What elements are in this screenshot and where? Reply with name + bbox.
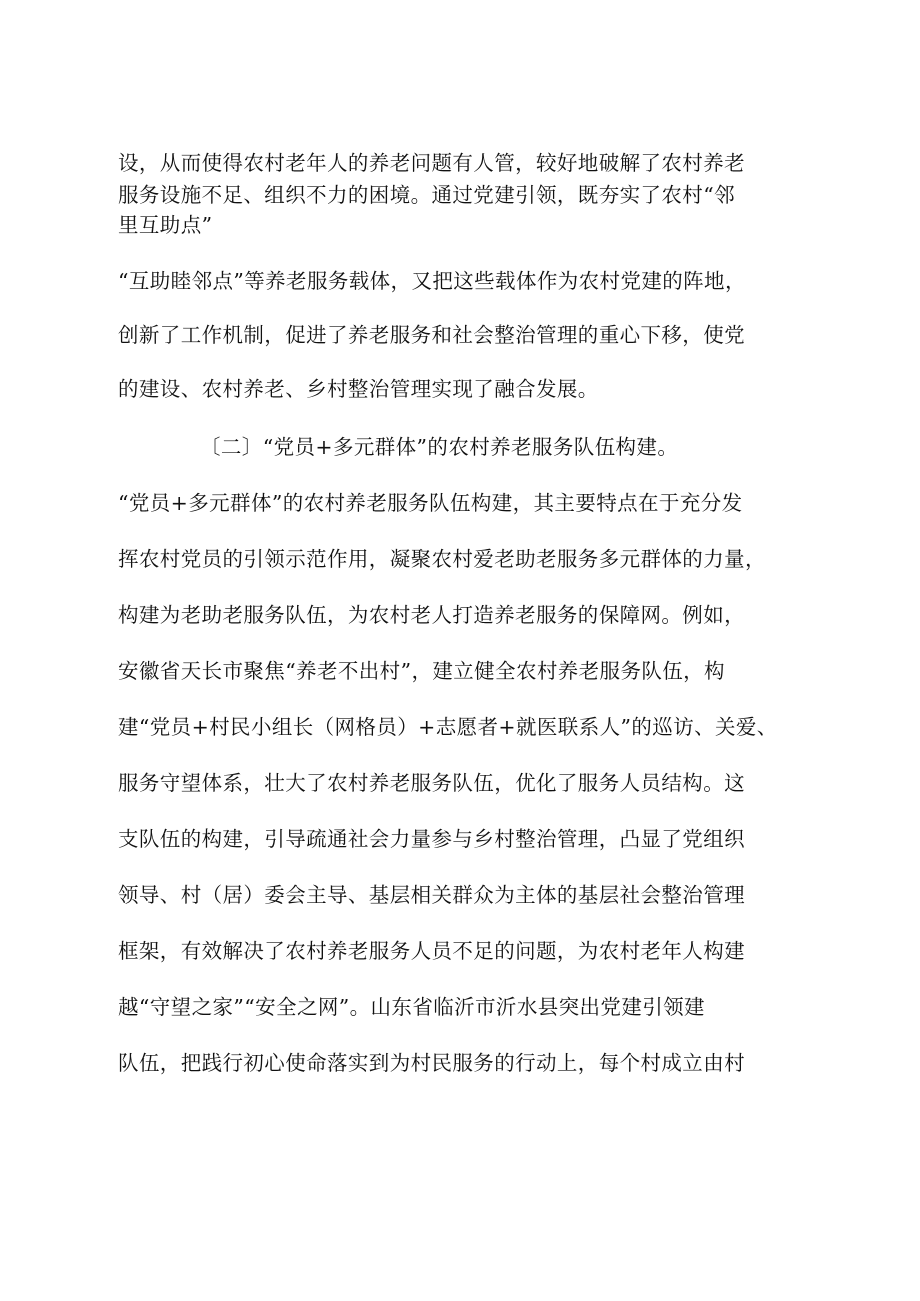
text-line-3: 里互助点” (118, 213, 213, 237)
text-line-10: 构建为老助老服务队伍，为农村老人打造养老服务的保障网。例如， (118, 603, 745, 627)
text-line-13: 服务守望体系，壮大了农村养老服务队伍，优化了服务人员结构。这 (118, 771, 745, 795)
text-line-6: 的建设、农村养老、乡村整治管理实现了融合发展。 (118, 377, 599, 401)
text-line-4: “互助睦邻点”等养老服务载体，又把这些载体作为农村党建的阵地， (118, 269, 746, 293)
text-line-18: 队伍，把践行初心使命落实到为村民服务的行动上，每个村成立由村 (118, 1051, 745, 1075)
text-line-12: 建“党员+村民小组长（网格员）+志愿者+就医联系人”的巡访、关爱、 (118, 715, 778, 739)
text-line-9: 挥农村党员的引领示范作用，凝聚农村爱老助老服务多元群体的力量， (118, 547, 766, 571)
text-line-14: 支队伍的构建，引导疏通社会力量参与乡村整治管理，凸显了党组织 (118, 827, 745, 851)
text-line-16: 框架，有效解决了农村养老服务人员不足的问题，为农村老年人构建 (118, 939, 745, 963)
text-line-1: 设，从而使得农村老年人的养老问题有人管，较好地破解了农村养老 (118, 151, 745, 175)
text-line-15: 领导、村（居）委会主导、基层相关群众为主体的基层社会整治管理 (118, 883, 745, 907)
text-line-8: “党员+多元群体”的农村养老服务队伍构建，其主要特点在于充分发 (118, 491, 743, 515)
text-line-17: 越“守望之家”“安全之网”。山东省临沂市沂水县突出党建引领建 (118, 995, 705, 1019)
text-line-11: 安徽省天长市聚焦“养老不出村”，建立健全农村养老服务队伍，构 (118, 659, 725, 683)
text-line-5: 创新了工作机制，促进了养老服务和社会整治管理的重心下移，使党 (118, 323, 745, 347)
text-line-2: 服务设施不足、组织不力的困境。通过党建引领，既夯实了农村“邻 (118, 183, 735, 207)
section-heading: 〔二〕“党员+多元群体”的农村养老服务队伍构建。 (200, 435, 679, 459)
